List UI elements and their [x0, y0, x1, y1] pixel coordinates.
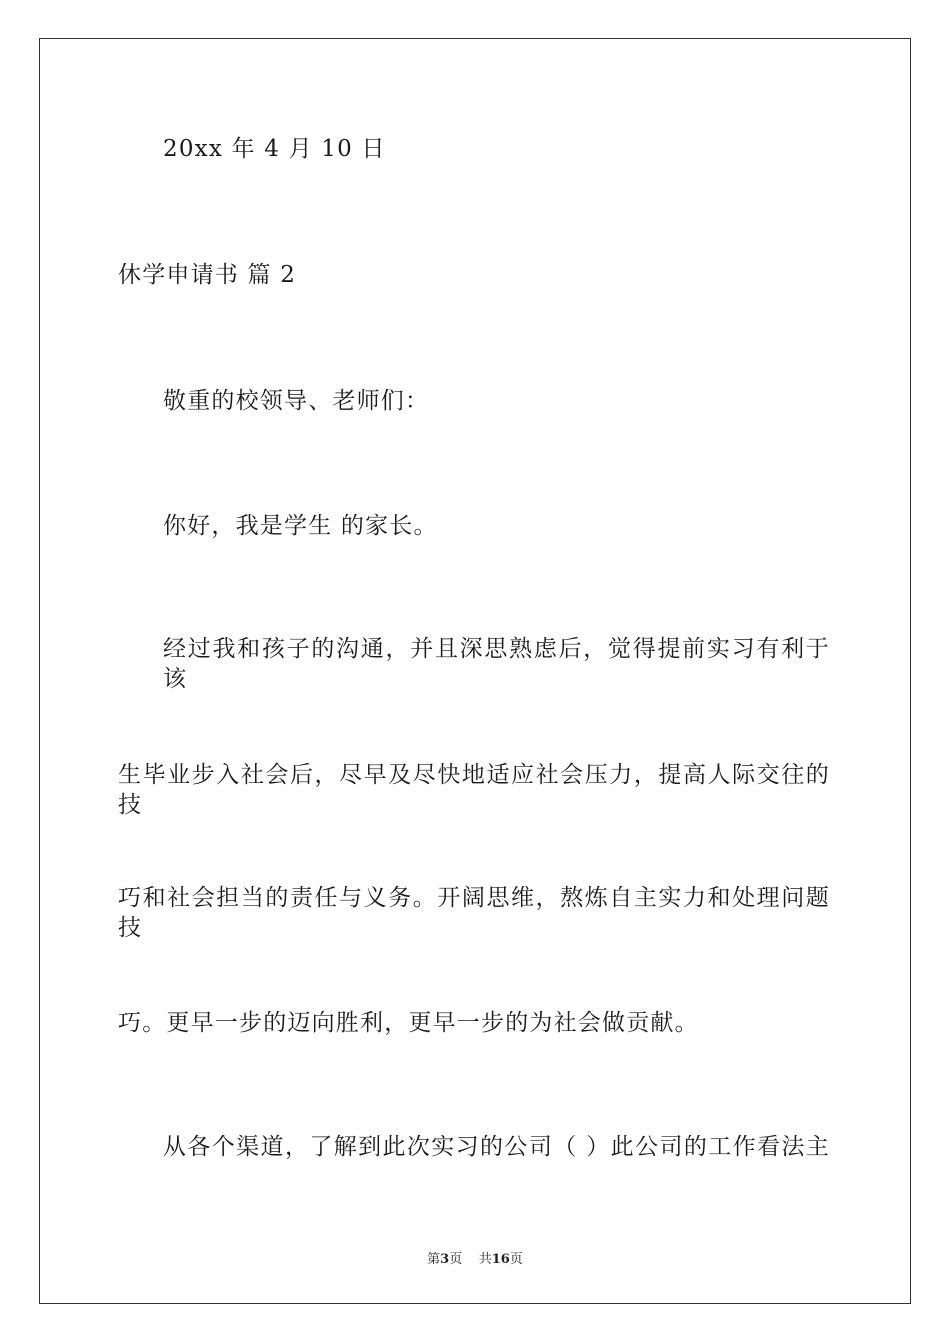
page-footer	[0, 1248, 950, 1267]
paragraph-line: 从各个渠道，了解到此次实习的公司（ ）此公司的工作看法主	[163, 1134, 830, 1160]
page-number: 3	[440, 1252, 450, 1267]
page-suffix: 页	[449, 1252, 463, 1267]
total-prefix: 共	[478, 1252, 492, 1267]
paragraph-line: 巧。更早一步的迈向胜利，更早一步的为社会做贡献。	[118, 1010, 699, 1036]
page-prefix: 第	[427, 1252, 441, 1267]
total-pages: 16	[491, 1252, 510, 1267]
paragraph-line: 生毕业步入社会后，尽早及尽快地适应社会压力，提高人际交往的技	[118, 762, 830, 818]
total-suffix: 页	[509, 1252, 523, 1267]
greeting-paragraph: 你好，我是学生 的家长。	[163, 513, 438, 539]
date-line: 20xx 年 4 月 10 日	[163, 136, 386, 162]
salutation: 敬重的校领导、老师们：	[163, 388, 430, 414]
section-heading: 休学申请书 篇 2	[118, 262, 297, 288]
paragraph-line: 经过我和孩子的沟通，并且深思熟虑后，觉得提前实习有利于该	[163, 636, 830, 692]
paragraph-line: 巧和社会担当的责任与义务。开阔思维，熬炼自主实力和处理问题技	[118, 885, 830, 941]
